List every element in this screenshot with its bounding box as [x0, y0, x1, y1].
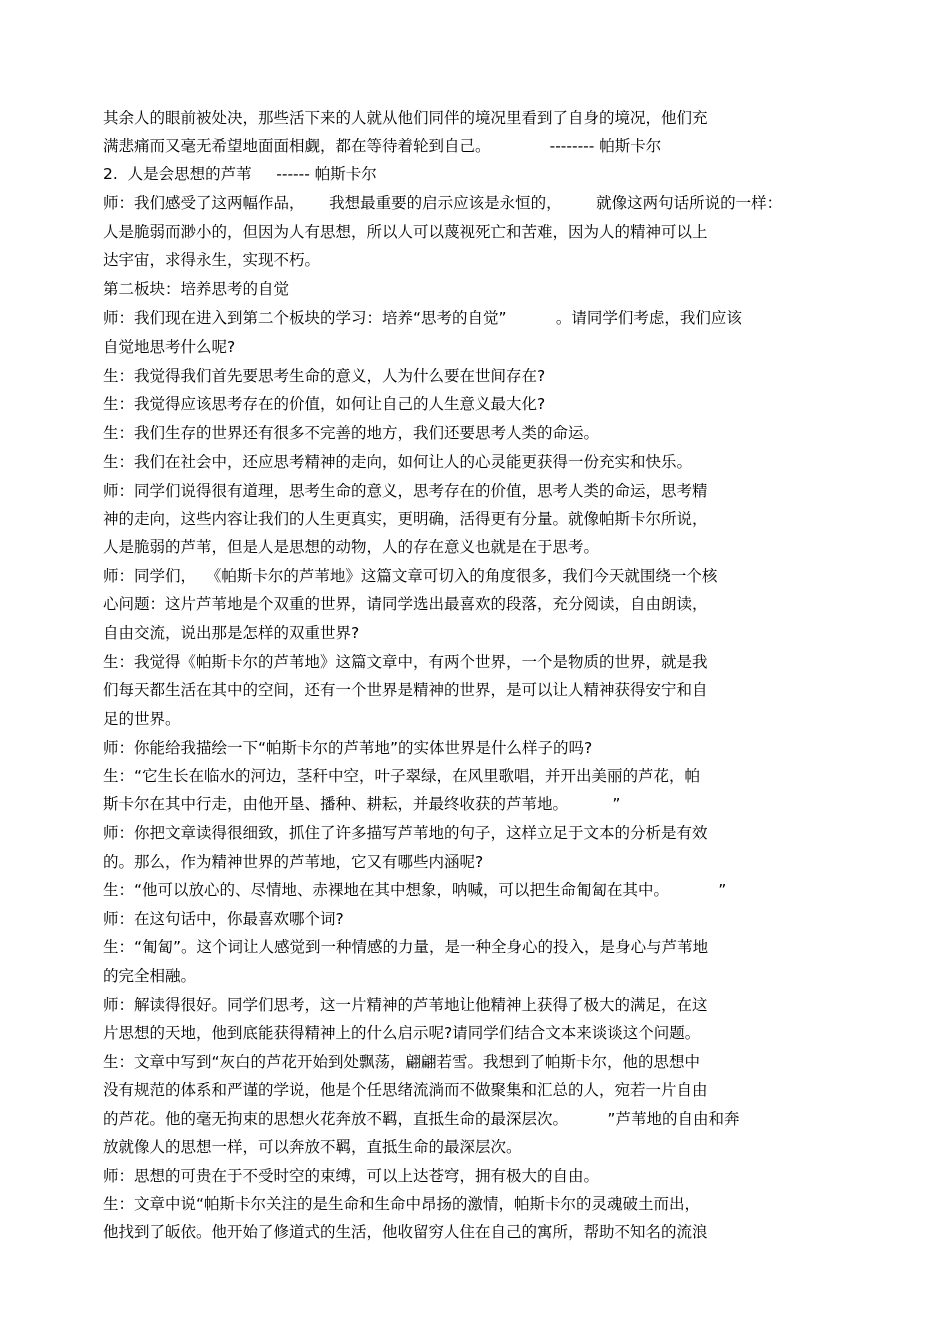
text-line: 生：“匍匐”。这个词让人感觉到一种情感的力量，是一种全身心的投入，是身心与芦苇地	[103, 938, 709, 956]
text-line: 生：“他可以放心的、尽情地、赤裸地在其中想象，呐喊，可以把生命匍匐在其中。 ”	[103, 881, 727, 899]
text-line: 生：我们在社会中，还应思考精神的走向，如何让人的心灵能更获得一份充实和快乐。	[103, 453, 693, 471]
text-line: 人是脆弱的芦苇，但是人是思想的动物，人的存在意义也就是在于思考。	[103, 538, 600, 556]
text-line: 师：同学们说得很有道理，思考生命的意义，思考存在的价值，思考人类的命运，思考精	[103, 482, 708, 500]
text-line: 片思想的天地，他到底能获得精神上的什么启示呢?请同学们结合文本来谈谈这个问题。	[103, 1024, 701, 1042]
text-line: 放就像人的思想一样，可以奔放不羁，直抵生命的最深层次。	[103, 1138, 522, 1156]
text-line: 生：“它生长在临水的河边，茎秆中空，叶子翠绿，在风里歌唱，并开出美丽的芦花，帕	[103, 767, 701, 785]
text-line: 师：解读得很好。同学们思考，这一片精神的芦苇地让他精神上获得了极大的满足，在这	[103, 996, 708, 1014]
text-line: 生：我觉得应该思考存在的价值，如何让自己的人生意义最大化?	[103, 395, 546, 413]
text-line: 生：文章中写到“灰白的芦花开始到处飘荡，翩翩若雪。我想到了帕斯卡尔，他的思想中	[103, 1053, 701, 1071]
text-line: 足的世界。	[103, 710, 181, 728]
text-line: 人是脆弱而渺小的，但因为人有思想，所以人可以蔑视死亡和苦难，因为人的精神可以上	[103, 223, 708, 241]
text-line: 神的走向，这些内容让我们的人生更真实，更明确，活得更有分量。就像帕斯卡尔所说，	[103, 510, 708, 528]
text-line: 斯卡尔在其中行走，由他开垦、播种、耕耘，并最终收获的芦苇地。 ”	[103, 795, 621, 813]
text-line: 没有规范的体系和严谨的学说，他是个任思绪流淌而不做聚集和汇总的人，宛若一片自由	[103, 1081, 708, 1099]
text-line: 自由交流，说出那是怎样的双重世界?	[103, 624, 360, 642]
text-line: 的芦花。他的毫无拘束的思想火花奔放不羁，直抵生命的最深层次。 ”芦苇地的自由和奔	[103, 1110, 740, 1128]
text-line: 生：我觉得《帕斯卡尔的芦苇地》这篇文章中，有两个世界，一个是物质的世界，就是我	[103, 653, 708, 671]
text-line: 心问题：这片芦苇地是个双重的世界，请同学选出最喜欢的段落，充分阅读，自由朗读，	[103, 595, 708, 613]
text-line: 满悲痛而又毫无希望地面面相觑，都在等待着轮到自己。 -------- 帕斯卡尔	[103, 137, 662, 155]
text-line: 师：同学们， 《帕斯卡尔的芦苇地》这篇文章可切入的角度很多，我们今天就围绕一个核	[103, 567, 718, 585]
text-line: 生：我觉得我们首先要思考生命的意义，人为什么要在世间存在?	[103, 367, 546, 385]
text-line: 自觉地思考什么呢?	[103, 338, 236, 356]
text-line: 师：我们现在进入到第二个板块的学习：培养“思考的自觉” 。请同学们考虑，我们应该	[103, 309, 742, 327]
text-line: 他找到了皈依。他开始了修道式的生活，他收留穷人住在自己的寓所，帮助不知名的流浪	[103, 1223, 708, 1241]
text-line: 师：思想的可贵在于不受时空的束缚，可以上达苍穹，拥有极大的自由。	[103, 1167, 600, 1185]
section-heading: 第二板块：培养思考的自觉	[103, 280, 290, 298]
text-line: 们每天都生活在其中的空间，还有一个世界是精神的世界，是可以让人精神获得安宁和自	[103, 681, 708, 699]
text-line: 师：我们感受了这两幅作品， 我想最重要的启示应该是永恒的， 就像这两句话所说的一样：	[103, 194, 783, 212]
text-line: 师：你能给我描绘一下“帕斯卡尔的芦苇地”的实体世界是什么样子的吗?	[103, 739, 593, 757]
section-heading: 2. 人是会思想的芦苇 ------ 帕斯卡尔	[103, 165, 377, 183]
text-line: 的完全相融。	[103, 967, 197, 985]
text-line: 师：你把文章读得很细致，抓住了许多描写芦苇地的句子，这样立足于文本的分析是有效	[103, 824, 708, 842]
text-line: 其余人的眼前被处决，那些活下来的人就从他们同伴的境况里看到了自身的境况，他们充	[103, 109, 708, 127]
text-line: 达宇宙，求得永生，实现不朽。	[103, 251, 321, 269]
text-line: 师：在这句话中，你最喜欢哪个词?	[103, 910, 344, 928]
text-line: 生：我们生存的世界还有很多不完善的地方，我们还要思考人类的命运。	[103, 424, 600, 442]
text-line: 的。那么，作为精神世界的芦苇地，它又有哪些内涵呢?	[103, 853, 484, 871]
text-line: 生：文章中说“帕斯卡尔关注的是生命和生命中昂扬的激情，帕斯卡尔的灵魂破土而出，	[103, 1195, 701, 1213]
